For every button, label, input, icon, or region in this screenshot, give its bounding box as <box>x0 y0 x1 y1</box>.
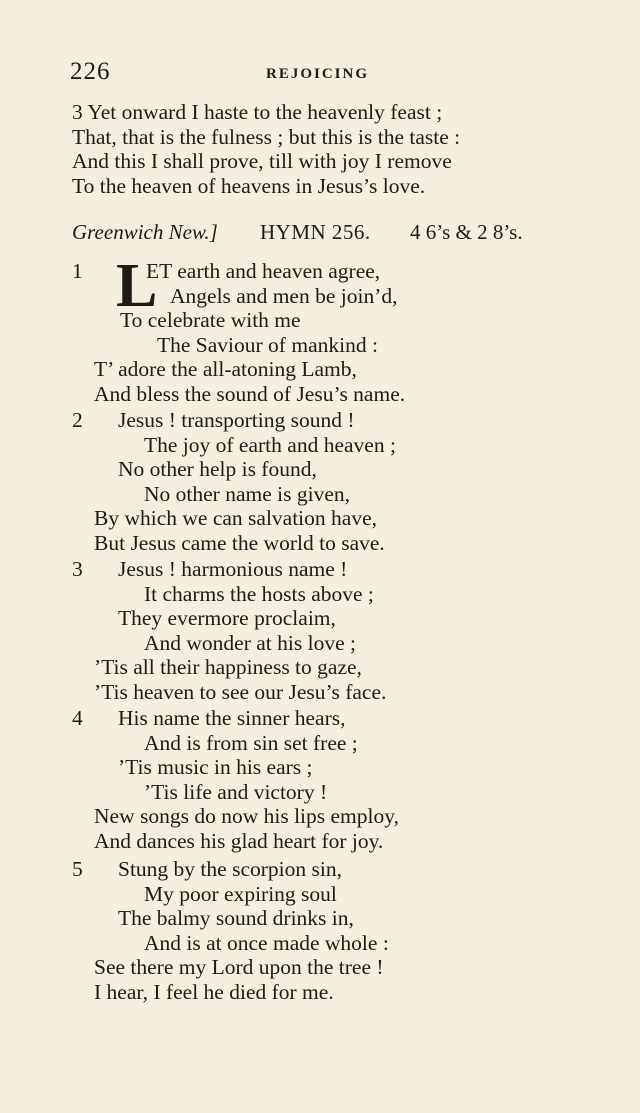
stanza-line: The joy of earth and heaven ; <box>144 432 396 457</box>
stanza-line: His name the sinner hears, <box>118 706 346 730</box>
stanza-number: 2 <box>72 408 83 432</box>
stanza-line: I hear, I feel he died for me. <box>94 979 334 1004</box>
stanza-line: And wonder at his love ; <box>144 630 356 655</box>
stanza-line: See there my Lord upon the tree ! <box>94 955 384 979</box>
stanza-line: ’Tis all their happiness to gaze, <box>94 655 362 679</box>
stanza-line: 3 Yet onward I haste to the heavenly feast ; <box>72 100 443 124</box>
stanza-line: Angels and men be join’d, <box>170 283 398 308</box>
stanza-number: 1 <box>72 259 83 283</box>
running-title: REJOICING <box>266 66 370 82</box>
hymn-number: HYMN 256. <box>260 220 371 244</box>
stanza-line: They evermore proclaim, <box>118 606 336 630</box>
stanza-number: 3 <box>72 557 83 581</box>
stanza-line: And is at once made whole : <box>144 930 389 955</box>
stanza-line: The balmy sound drinks in, <box>118 906 354 930</box>
page-number: 226 <box>70 58 111 85</box>
stanza-line: T’ adore the all-atoning Lamb, <box>94 357 357 381</box>
stanza-line: But Jesus came the world to save. <box>94 530 385 555</box>
stanza-line: To the heaven of heavens in Jesus’s love. <box>72 173 426 198</box>
tune-name: Greenwich New.] <box>72 220 218 244</box>
hymn-heading <box>72 220 562 248</box>
stanza-line: That, that is the fulness ; but this is the taste : <box>72 124 461 149</box>
stanza-line: ’Tis music in his ears ; <box>118 755 313 779</box>
previous-hymn-stanza <box>72 100 572 198</box>
stanza-line: No other help is found, <box>118 457 317 481</box>
stanza-line: ET earth and heaven agree, <box>146 259 381 283</box>
stanza-line: ’Tis life and victory ! <box>144 779 328 804</box>
stanza-line: And this I shall prove, till with joy I remove <box>72 149 452 173</box>
stanza-line: ’Tis heaven to see our Jesu’s face. <box>94 679 387 704</box>
stanza-line: The Saviour of mankind : <box>157 332 378 357</box>
stanza-line: And is from sin set free ; <box>144 730 358 755</box>
stanza-line: Stung by the scorpion sin, <box>118 857 342 881</box>
stanza-line: Jesus ! harmonious name ! <box>118 557 348 581</box>
stanza-number: 4 <box>72 706 83 730</box>
stanza-line: My poor expiring soul <box>144 881 337 906</box>
stanza-line: Jesus ! transporting sound ! <box>118 408 355 432</box>
drop-cap: L <box>116 252 158 320</box>
stanza-line: By which we can salvation have, <box>94 506 377 530</box>
stanza-line: It charms the hosts above ; <box>144 581 374 606</box>
stanza-number: 5 <box>72 857 83 881</box>
hymn-meter: 4 6’s & 2 8’s. <box>410 220 523 244</box>
stanza-line: New songs do now his lips employ, <box>94 804 399 828</box>
stanza-line: And bless the sound of Jesu’s name. <box>94 381 406 406</box>
stanza-line: To celebrate with me <box>120 308 301 332</box>
stanza-line: No other name is given, <box>144 481 350 506</box>
page-header <box>70 58 550 90</box>
stanza-line: And dances his glad heart for joy. <box>94 828 384 853</box>
